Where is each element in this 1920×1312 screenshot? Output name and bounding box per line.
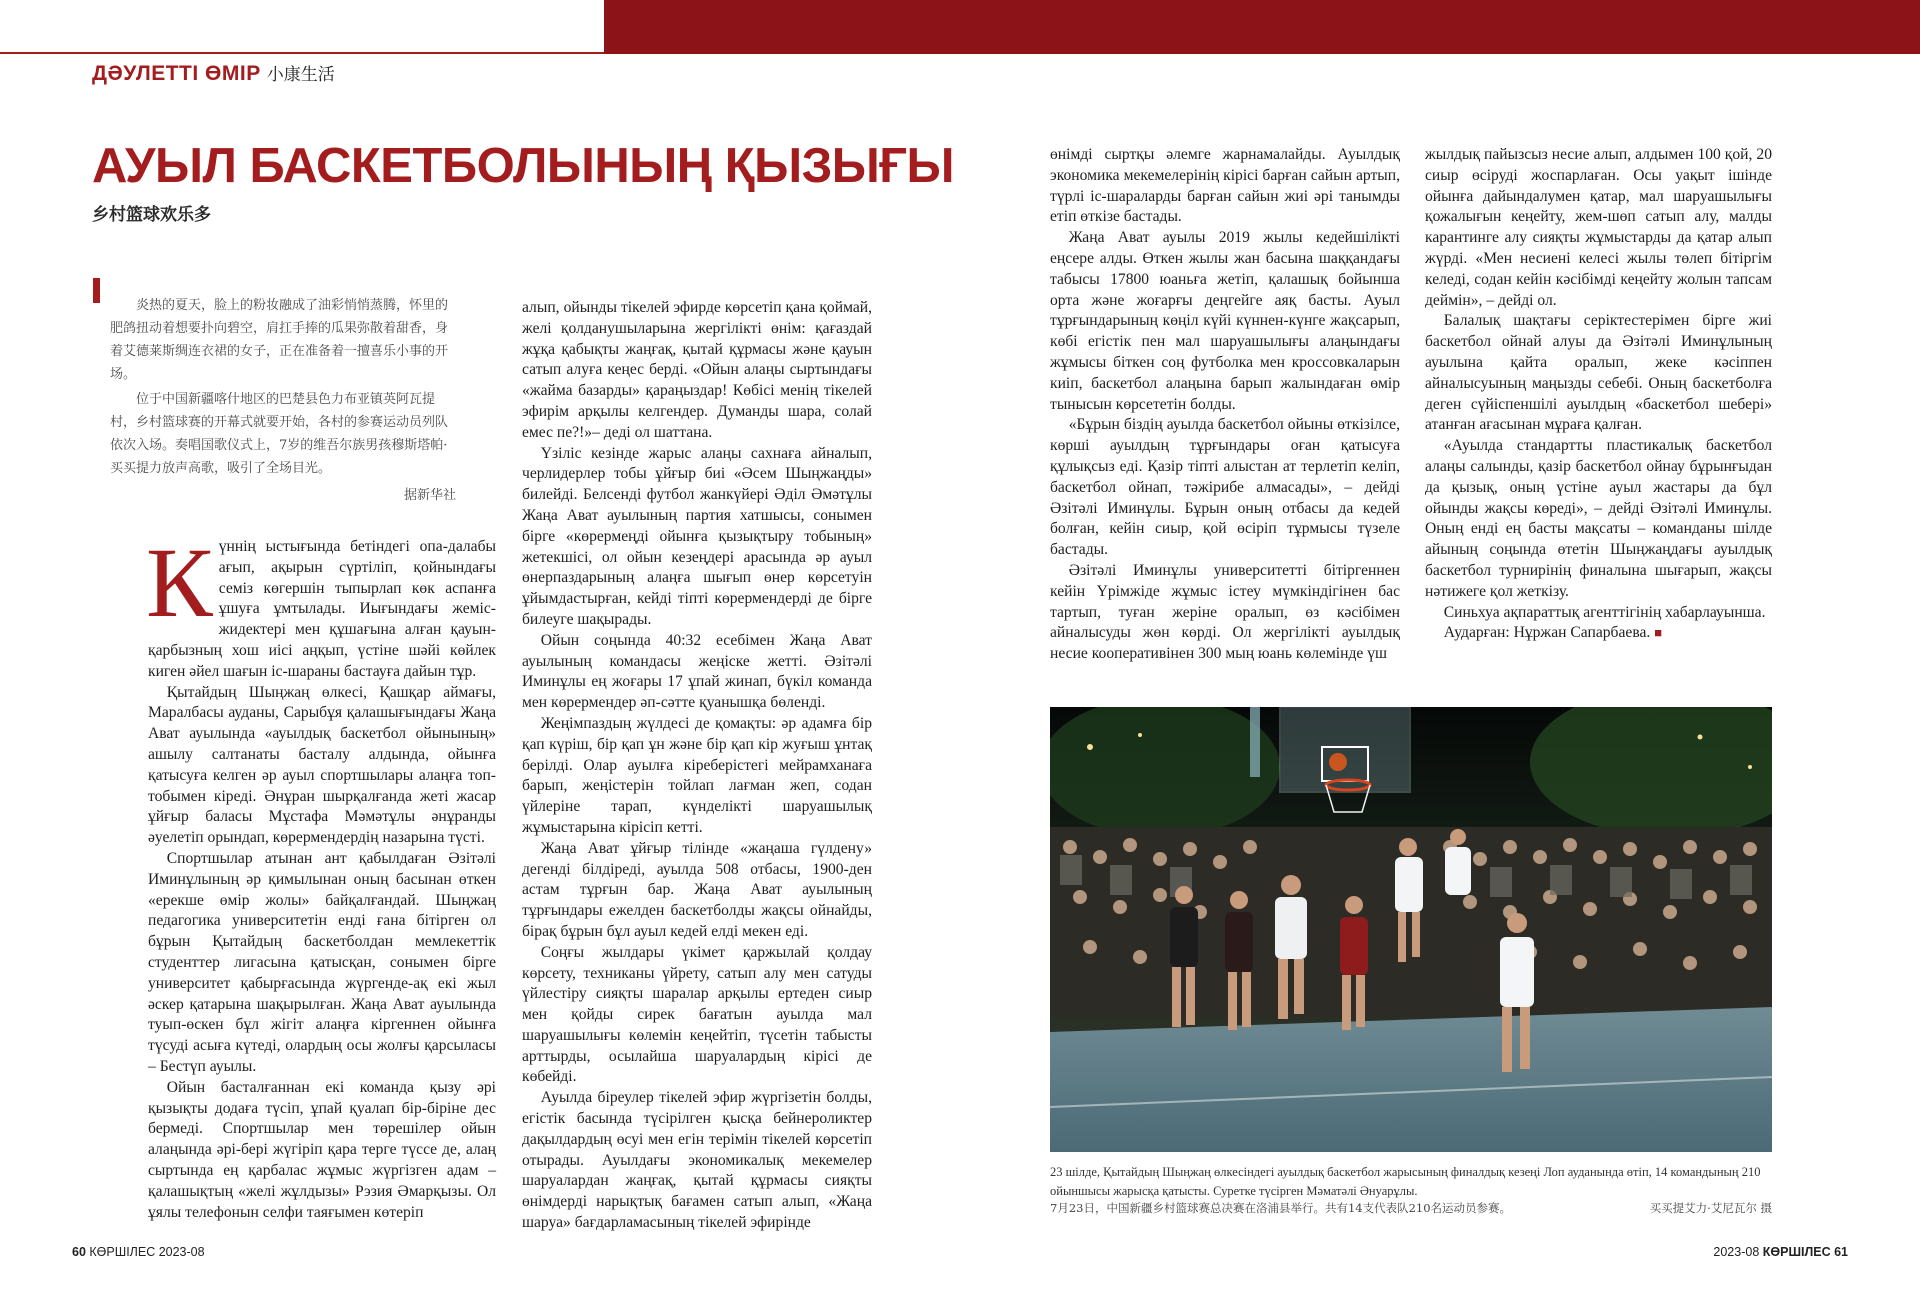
text-column-4 (1425, 145, 1772, 644)
section-label-kz: ДӘУЛЕТТІ ӨМІР (92, 62, 261, 85)
abstract-paragraph: 炎热的夏天，脸上的粉妆融成了油彩悄悄蒸腾，怀里的肥鸽扭动着想要扑向碧空，肩扛手捧的瓜果弥散着甜香，身着艾德莱斯绸连衣裙的女子，正在准备着一擅喜乐小事的开场。 (110, 298, 449, 382)
page-number-right: 61 (1834, 1245, 1848, 1259)
paragraph: «Бұрын біздің ауылда баскетбол ойыны өткізілсе, көрші ауылдың тұрғындары оған қатысуға құлықсыз еді. Қазір тіпті алыстан ат терлетіп келіп, баскетбол ойнап, тәжірибе алмасады», – дейді Әзітәлі Иминұлы. Бұрын оның отбасы да кедей болған, кейін сиыр, қой өсіріп тұрмысы түзеле бастады. (1050, 416, 1400, 559)
basketball-photo-illustration (1050, 707, 1772, 1152)
folio-right (1713, 1245, 1848, 1259)
photo-credit-cn: 买买提艾力·艾尼瓦尔 摄 (1649, 1201, 1772, 1215)
article-subtitle-cn: 乡村篮球欢乐多 (92, 205, 211, 224)
paragraph: Балалық шақтағы серіктестерімен бірге жиі баскетбол ойнай алуы да Әзітәлі Иминұлының ауылына қайта оралып, жеке кәсіппен айналысуының маңызды себебі. Оның баскетболға деген сүйіспеншілі ауылдың «баскетбол шебері» атанған ағасынан мұраға қалған. (1425, 312, 1772, 434)
end-mark-icon: ■ (1654, 625, 1663, 641)
abstract-paragraph: 位于中国新疆喀什地区的巴楚县色力布亚镇英阿瓦提村，乡村篮球赛的开幕式就要开始，各村的参赛运动员列队依次入场。奏唱国歌仪式上，7岁的维吾尔族男孩穆斯塔帕·买买提力放声高歌，吸引了全场目光。 (110, 392, 449, 476)
paragraph: Жеңімпаздың жүлдесі де қомақты: әр адамға бір қап күріш, бір қап ұн және бір қап кір жуғыш ұнтақ берілді. Олар ауылға кіреберістегі мейрамханаға барып, жеңістерін тойлап лағман жеп, содан үйлеріне тарап, күнделікті шаруашылық жұмыстарына кірісіп кетті. (522, 714, 872, 836)
top-color-band (604, 0, 1920, 54)
paragraph: Жаңа Ават ауылы 2019 жылы кедейшілікті еңсере алды. Өткен жылы жан басына шаққандағы табысы 17800 юаньға жетіп, қалашық бойынша орта және жоғарғы деңгейге аяқ басты. Ауыл тұрғындарының көңіл күйі күннен-күнге жақсарып, көбі егістік пен мал шаруашылығы алаңындағы жұмысы біткен соң футболка мен кроссовкаларын киіп, баскетбол алаңына барып жалындаған өмір тынысын көрсететін болды. (1050, 229, 1400, 413)
drop-cap: К (146, 527, 213, 638)
chinese-abstract (110, 294, 456, 507)
top-rule (0, 52, 604, 54)
text-column-2 (522, 298, 872, 1234)
paragraph: Жаңа Ават ұйғыр тілінде «жаңаша гүлдену» дегенді білдіреді, ауылда 508 отбасы, 1900-ден астам тұрғын бар. Жаңа Ават ауылының тұрғындары ежелден баскетболды жақсы ойнайды, бірақ бұрын бұл ауыл кедей елді мекен еді. (522, 839, 872, 940)
basketball-photo (1050, 707, 1772, 1152)
abstract-marker-bar (93, 278, 100, 303)
paragraph: Әзітәлі Иминұлы университетті бітіргеннен кейін Үрімжіде жұмыс істеу мүмкіндігінен бас тартып, туған жеріне оралып, өз кәсібімен айналысуды жөн көрді. Ол жергілікті ауылдық несие кооперативінен 300 мың юань көлемінде үш (1050, 561, 1400, 663)
paragraph: «Ауылда стандартты пластикалық баскетбол алаңы салынды, қазір баскетбол ойнау бұрынғыдан да қызық, оның үстіне ауыл жастары да бұл ойынды жақсы көреді», – дейді Әзітәлі Иминұлы. Оның енді ең басты мақсаты – команданы шілде айының соңында өтетін Шыңжаңдағы ауылдық баскетбол турнирінің финалына шығарып, жақсы нәтижеге қол жеткізу. (1425, 437, 1772, 600)
section-label (92, 60, 335, 86)
paragraph: Қытайдың Шыңжаң өлкесі, Қашқар аймағы, Маралбасы ауданы, Сарыбұя қалашығындағы Жаңа Ават ауылында «ауылдық баскетбол ойынының» ашылу салтанаты басталу алдында, ойынға қатысуға келген әр ауыл спортшылары алаңға топ-тобымен кіреді. Әнұран шырқалғанда жеті жасар ұйғыр баласы Мұстафа Мәмәтұлы әнұранды әуелетіп орындап, көрермендердің назарына түсті. (148, 683, 496, 847)
folio-left (72, 1245, 205, 1259)
photo-caption-cn-row (1050, 1200, 1772, 1216)
source-line: Синьхуа ақпараттық агенттігінің хабарлауынша. (1443, 603, 1766, 621)
page-number-left: 60 (72, 1245, 86, 1259)
paragraph: Ауылда біреулер тікелей эфир жүргізетін болды, егістік басында түсірілген қысқа бейнероликтер дақылдардың өсуі мен егін терімін тікелей көрсетіп отырады. Ауылдағы экономикалық мекемелер шаруалардан жаңғақ, қытай құрмасы сияқты өнімдерді нарықтық бағамен сатып алып, «Жаңа шаруа» бағдарламасының тікелей эфирінде (522, 1089, 872, 1232)
paragraph: Ойын соңында 40:32 есебімен Жаңа Ават ауылының командасы жеңіске жетті. Әзітәлі Иминұлы ең жоғары 17 ұпай жинап, бүкіл команда мен көрермендер әп-сәтте қуанышқа бөленді. (522, 631, 872, 712)
magazine-issue-left: КӨРШІЛЕС 2023-08 (89, 1245, 205, 1259)
photo-caption: 23 шілде, Қытайдың Шыңжаң өлкесіндегі ауылдық баскетбол жарысының финалдық кезеңі Лоп ауданында өтіп, 14 командының 210 ойыншысы жарысқа қатысты. Суретке түсірген Мәматәлі Әнуарұлы. (1050, 1165, 1761, 1198)
paragraph: Соңғы жылдары үкімет қаржылай қолдау көрсету, техниканы үйрету, сатып алу мен сатуды үйлестіру сияқты шаралар арқылы ертеден сиыр мен қойды сирек бағатын ауылда мал шаруашылығы көлемін кеңейтіп, түсетін табысты арттырды, осылайша шаруалардың кірісі де көбейді. (522, 943, 872, 1086)
magazine-name-right: КӨРШІЛЕС (1762, 1245, 1831, 1259)
translator-text: Аударған: Нұржан Сапарбаева. (1443, 624, 1651, 642)
text-column-3 (1050, 145, 1400, 665)
text-column-1 (146, 527, 496, 1223)
paragraph: Спортшылар атынан ант қабылдаған Әзітәлі Иминұлының әр қимылынан оның басынан өткен «ерекше өмір жолы» байқалғандай. Шыңжаң педагогика университетін енді ғана бітірген ол бұрын Қытайдың баскетболдан мемлекеттік студенттер лигасына қатысқан, сонымен бірге университет қабырғасында жүргенде-ақ екі жыл әскер қатарына шақырылған. Жаңа Ават ауылында туып-өскен бұл жігіт алаңға кіргеннен ойынға түсуді асыға күтеді, олардың осы жолғы қарсыласы – Бестүп ауылы. (148, 849, 496, 1075)
issue-date-right: 2023-08 (1713, 1245, 1760, 1259)
paragraph: Ойын басталғаннан екі команда қызу әрі қызықты додаға түсіп, ұпай қуалап бір-біріне дес бермеді. Спортшылар мен төрешілер ойын алаңында әрі-бері жүгіріп қара терге түссе де, алаң сыртында ең қарбалас жұмыс жүргізген адам – қалашықтың «желі жұлдызы» Рэзия Әмарқызы. Ол ұялы телефонын селфи таяғымен көтеріп (148, 1078, 496, 1221)
paragraph: Үзіліс кезінде жарыс алаңы сахнаға айналып, черлидерлер тобы ұйғыр биі «Әсем Шыңжаңды» билейді. Белсенді футбол жанкүйері Әділ Әмәтұлы Жаңа Ават ауылының партия хатшысы, сонымен бірге «көрермеңді ойынға қызықтыру тобының» жетекшісі, ол ойын кезеңдері арасында әр ауыл өнерпаздарының алаңға шығып өнер көрсетуін ұйымдастырған, кейді тіпті көрермендерді де бірге билеуге шақырады. (522, 444, 872, 628)
article-title: АУЫЛ БАСКЕТБОЛЫНЫҢ ҚЫЗЫҒЫ (92, 139, 955, 193)
first-paragraph-text: үннің ыстығында бетіндегі опа-далабы ағып, ақырын сүртіліп, қойнындағы семіз көгершін тыпырлап көк аспанға ұшуға ұмтылады. Иығындағы жеміс-жидектері мен құшағына алған қауын-қарбызның хош иісі аңқып, үстіне шәйі көйлек киген әйел шағын іс-шараны бастауға дайын тұр. (148, 538, 496, 680)
translator-line (1425, 623, 1772, 644)
first-paragraph (146, 527, 496, 683)
section-label-cn: 小康生活 (266, 65, 335, 84)
paragraph: өнімді сыртқы әлемге жарнамалайды. Ауылдық экономика мекемелерінің кірісі барған сайын артып, түрлі іс-шараларды барған сайын жиі әрі танымды етіп өткізе бастады. (1050, 146, 1400, 226)
abstract-source: 据新华社 (403, 488, 456, 503)
paragraph: жылдық пайызсыз несие алып, алдымен 100 қой, 20 сиыр өсіруді жоспарлаған. Осы уақыт ішінде ойынға дайындалумен қатар, мал шаруашылығы қожалығын кеңейту, жем-шөп сатып алу, малды карантинге алу сияқты жұмыстарды да қатар алып жүрді. «Мен несиені келесі жылы төлеп бітіргім келеді, содан кейін кәсібімді кеңейту жолын тапсам деймін», – дейді ол. (1425, 146, 1772, 309)
paragraph: алып, ойынды тікелей эфирде көрсетіп қана қоймай, желі қолданушыларына жергілікті өнім: қағаздай жұқа қабықты жаңғақ, қытай құрмасы және қауын сатып алуға кеңес берді. «Ойын алаңы сыртындағы «жайма базарды» қараңыздар! Көбісі менің тікелей эфирім арқылы келгендер. Думанды шара, солай емес пе?!»– деді ол шаттана. (522, 299, 872, 441)
photo-caption-cn: 7月23日，中国新疆乡村篮球赛总决赛在洛浦县举行。共有14支代表队210名运动员参赛。 (1050, 1201, 1512, 1215)
